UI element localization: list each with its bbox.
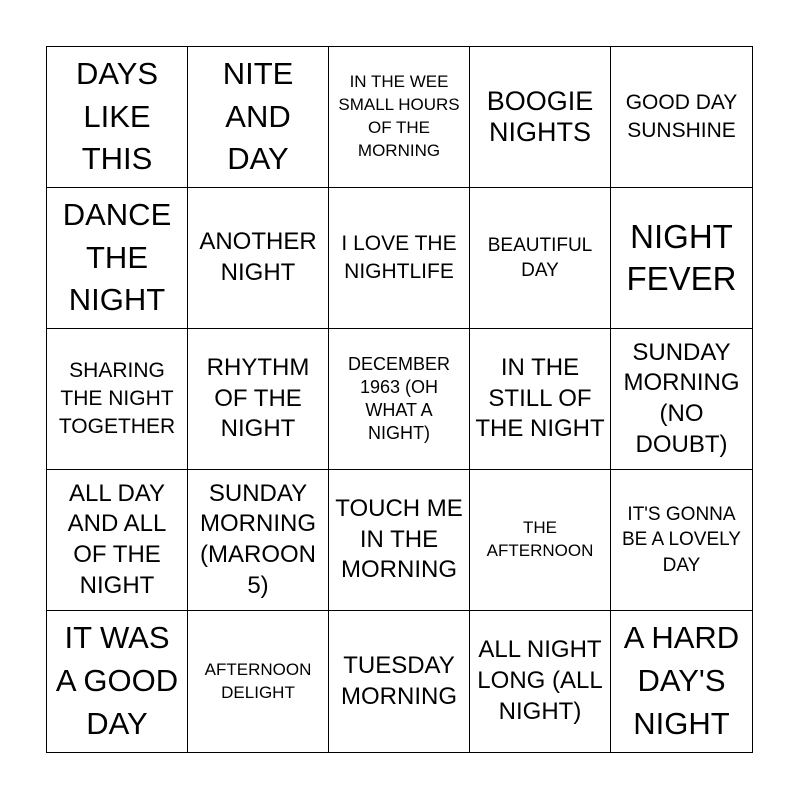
bingo-cell[interactable]: SUNDAY MORNING (NO DOUBT) — [611, 329, 752, 470]
bingo-cell[interactable]: IT'S GONNA BE A LOVELY DAY — [611, 470, 752, 611]
bingo-cell[interactable]: TOUCH ME IN THE MORNING — [329, 470, 470, 611]
bingo-cell[interactable]: AFTERNOON DELIGHT — [188, 611, 329, 752]
bingo-cell[interactable]: RHYTHM OF THE NIGHT — [188, 329, 329, 470]
bingo-cell[interactable]: DECEMBER 1963 (OH WHAT A NIGHT) — [329, 329, 470, 470]
bingo-cell[interactable]: IT WAS A GOOD DAY — [47, 611, 188, 752]
bingo-cell[interactable]: SUNDAY MORNING (MAROON 5) — [188, 470, 329, 611]
bingo-cell[interactable]: GOOD DAY SUNSHINE — [611, 47, 752, 188]
bingo-cell[interactable]: SHARING THE NIGHT TOGETHER — [47, 329, 188, 470]
bingo-cell[interactable]: NITE AND DAY — [188, 47, 329, 188]
bingo-cell[interactable]: ANOTHER NIGHT — [188, 188, 329, 329]
bingo-cell[interactable]: DANCE THE NIGHT — [47, 188, 188, 329]
bingo-cell[interactable]: IN THE WEE SMALL HOURS OF THE MORNING — [329, 47, 470, 188]
bingo-cell[interactable]: THE AFTERNOON — [470, 470, 611, 611]
bingo-cell[interactable]: I LOVE THE NIGHTLIFE — [329, 188, 470, 329]
bingo-cell[interactable]: ALL NIGHT LONG (ALL NIGHT) — [470, 611, 611, 752]
bingo-cell[interactable]: IN THE STILL OF THE NIGHT — [470, 329, 611, 470]
bingo-cell[interactable]: BOOGIE NIGHTS — [470, 47, 611, 188]
bingo-cell[interactable]: TUESDAY MORNING — [329, 611, 470, 752]
bingo-cell[interactable]: DAYS LIKE THIS — [47, 47, 188, 188]
bingo-board — [46, 46, 753, 753]
bingo-cell[interactable]: A HARD DAY'S NIGHT — [623, 620, 740, 741]
bingo-cell[interactable]: BEAUTIFUL DAY — [470, 188, 611, 329]
bingo-cell[interactable]: NIGHT FEVER — [611, 188, 752, 329]
bingo-cell[interactable]: ALL DAY AND ALL OF THE NIGHT — [47, 470, 188, 611]
